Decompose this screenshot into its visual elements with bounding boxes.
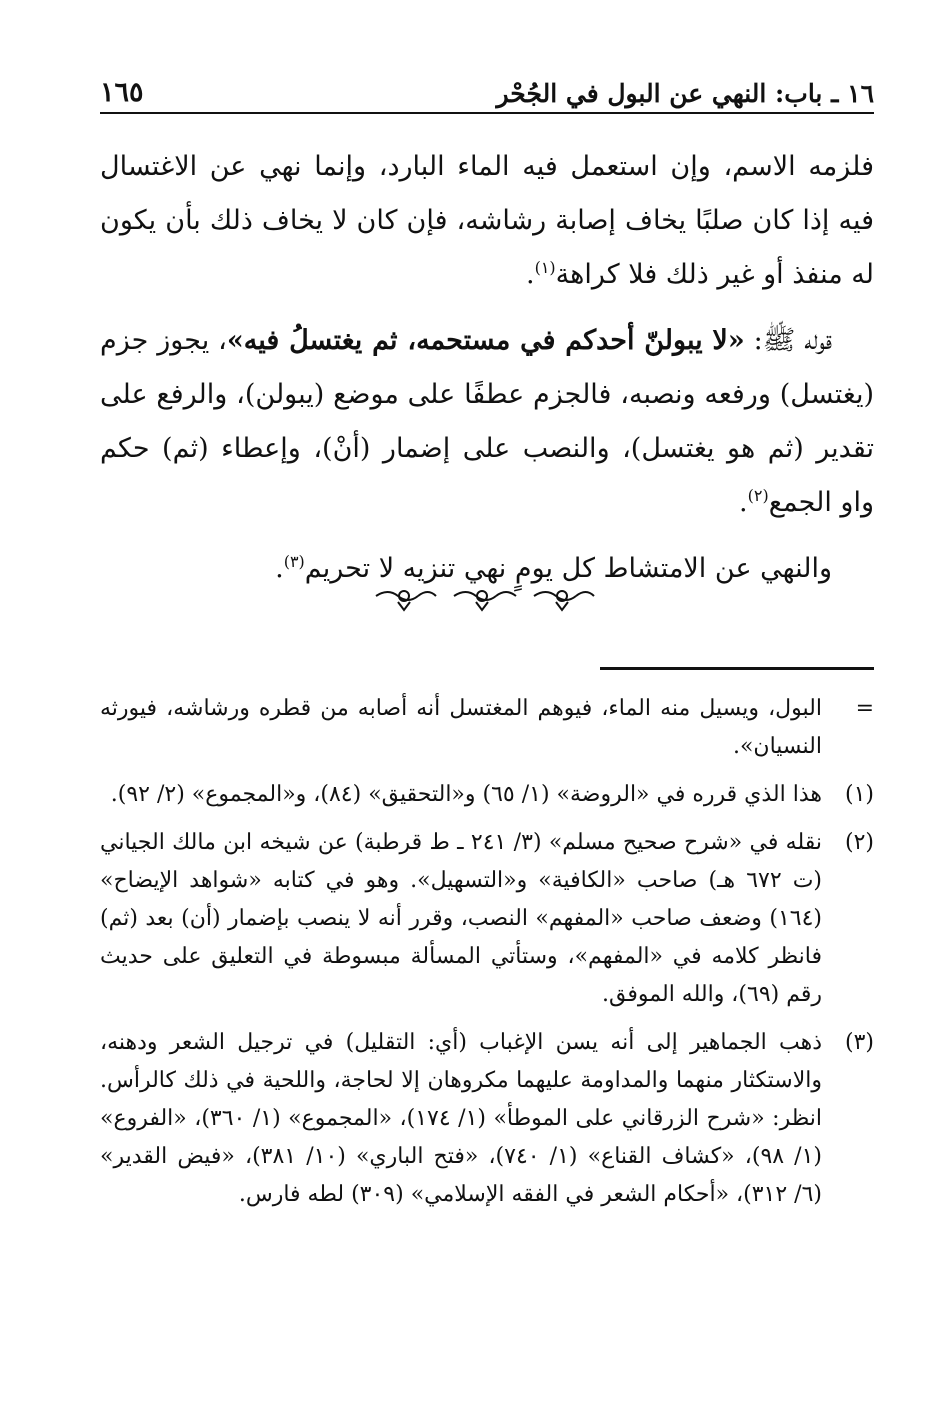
page-number: ١٦٥ [100, 77, 144, 108]
paragraph-1 [100, 140, 874, 302]
footnote-2 [100, 824, 874, 1014]
footnote-marker: = [855, 696, 874, 721]
paragraph-2-intro: قوله ﷺ: [744, 325, 832, 356]
ornament-divider [370, 580, 600, 614]
ornament-left [376, 591, 436, 610]
footnote-text: نقله في «شرح صحيح مسلم» (٣/ ٢٤١ ـ ط قرطبة) عن شيخه ابن مالك الجياني (ت ٦٧٢ هـ) صاحب «الكافية» و«التسهيل». وهو في كتابه «شواهد الإيضاح» (١٦٤) وضعف صاحب «المفهم» النصب، وقرر أنه لا ينصب بإضمار (أن) بعد (ثم) فانظر كلامه في «المفهم»، وستأتي المسألة مبسوطة في التعليق على حديث رقم (٦٩)، والله الموفق. [100, 830, 822, 1007]
paragraph-3-text: والنهي عن الامتشاط كل يومٍ نهي تنزيه لا تحريم [304, 553, 832, 584]
footnote-text: ذهب الجماهير إلى أنه يسن الإغباب (أي: التقليل) في ترجيل الشعر ودهنه، والاستكثار منهما والمداومة عليهما مكروهان إلا لحاجة، واللحية في ذلك كالرأس. انظر: «شرح الزرقاني على الموطأ» (١/ ١٧٤)، «المجموع» (١/ ٣٦٠)، «الفروع» (١/ ٩٨)، «كشاف القناع» (١/ ٧٤٠)، «فتح الباري» (١٠/ ٣٨١)، «فيض القدير» (٦/ ٣١٢)، «أحكام الشعر في الفقه الإسلامي» (٣٠٩) لطه فارس. [100, 1030, 823, 1207]
footnote-marker: (٢) [844, 830, 874, 855]
footnote-marker: (٣) [844, 1030, 874, 1055]
footnote-continuation [100, 690, 874, 766]
hadith-quote: «لا يبولنّ أحدكم في مستحمه، ثم يغتسلُ فيه» [226, 325, 745, 356]
footnotes [100, 690, 874, 1224]
footnote-1 [100, 776, 874, 814]
chapter-title: ١٦ ـ باب: النهي عن البول في الجُحْر [496, 79, 874, 108]
footnote-ref-3: (٣) [283, 552, 305, 571]
paragraph-2-period: . [739, 487, 748, 518]
paragraph-2-text: ، يجوز جزم (يغتسل) ورفعه ونصبه، فالجزم عطفًا على موضع (يبولن)، والرفع على تقدير (ثم هو يغتسل)، والنصب على إضمار (أنْ)، وإعطاء (ثم) حكم واو الجمع [100, 325, 874, 518]
footnote-marker: (١) [844, 782, 874, 807]
main-text [100, 140, 874, 608]
paragraph-1-text: فلزمه الاسم، وإن استعمل فيه الماء البارد، وإنما نهي عن الاغتسال فيه إذا كان صلبًا يخاف إصابة رشاشه، فإن كان لا يخاف ذلك بأن يكون له منفذ أو غير ذلك فلا كراهة [100, 151, 874, 290]
ornament-right [534, 591, 594, 610]
header-rule [100, 112, 874, 114]
footnote-text: البول، ويسيل منه الماء، فيوهم المغتسل أنه أصابه من قطره ورشاشه، فيورثه النسيان». [100, 696, 822, 759]
paragraph-2 [100, 314, 874, 530]
ornament-center [454, 591, 516, 610]
footnote-separator [600, 667, 874, 670]
running-header [100, 62, 874, 108]
paragraph-1-period: . [525, 259, 535, 290]
footnote-3 [100, 1024, 874, 1214]
footnote-text: هذا الذي قرره في «الروضة» (١/ ٦٥) و«التحقيق» (٨٤)، و«المجموع» (٢/ ٩٢). [110, 782, 822, 807]
footnote-ref-1: (١) [534, 258, 556, 277]
footnote-ref-2: (٢) [747, 486, 769, 505]
paragraph-3-period: . [275, 553, 284, 584]
